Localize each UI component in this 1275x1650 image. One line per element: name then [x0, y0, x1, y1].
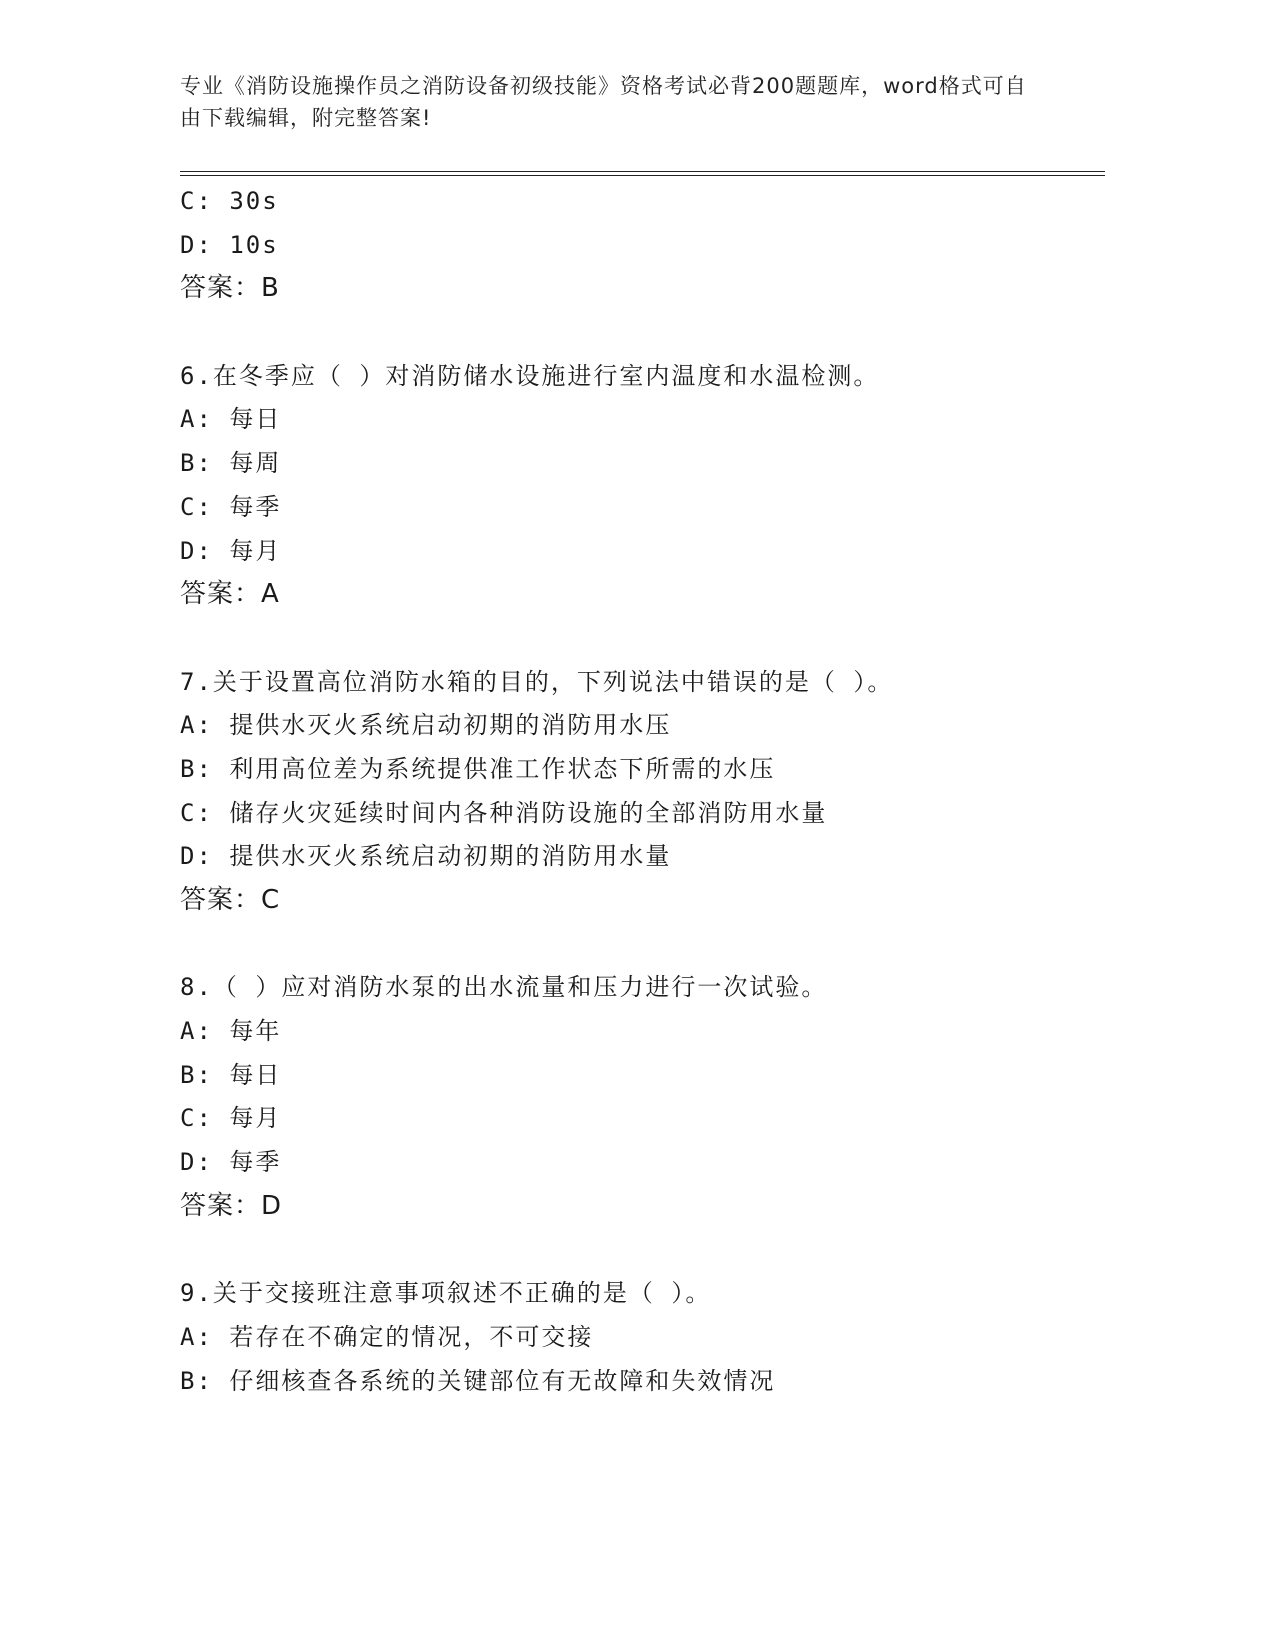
question-stem: 7.关于设置高位消防水箱的目的，下列说法中错误的是（ ）。	[180, 667, 894, 696]
option-line: C: 每季	[180, 492, 282, 521]
spacer	[180, 923, 1105, 967]
answer-line: 答案：C	[180, 885, 281, 915]
option-line: A: 每年	[180, 1017, 282, 1046]
option-line: D: 提供水灭火系统启动初期的消防用水量	[180, 842, 672, 871]
option-line: A: 每日	[180, 405, 282, 434]
option-line: B: 每周	[180, 449, 282, 478]
option-line: B: 利用高位差为系统提供准工作状态下所需的水压	[180, 754, 776, 783]
question-stem: 9.关于交接班注意事项叙述不正确的是（ ）。	[180, 1279, 712, 1308]
option-line: D: 每季	[180, 1148, 282, 1177]
option-line: A: 若存在不确定的情况，不可交接	[180, 1322, 594, 1351]
header-divider-top	[180, 171, 1105, 172]
document-header: 专业《消防设施操作员之消防设备初级技能》资格考试必背200题题库，word格式可自由下载编辑，附完整答案!	[180, 74, 1027, 130]
spacer	[180, 311, 1105, 355]
option-line: C: 每月	[180, 1104, 282, 1133]
option-line: B: 仔细核查各系统的关键部位有无故障和失效情况	[180, 1366, 776, 1395]
spacer	[180, 1229, 1105, 1273]
question-list	[180, 180, 1105, 1403]
option-line: D: 10s	[180, 230, 279, 259]
option-line: C: 30s	[180, 187, 279, 215]
option-line: D: 每月	[180, 536, 282, 565]
answer-line: 答案：D	[180, 1190, 283, 1221]
header-divider-bottom	[180, 175, 1105, 176]
answer-line: 答案：B	[180, 273, 280, 304]
option-line: A: 提供水灭火系统启动初期的消防用水压	[180, 711, 672, 740]
question-stem: 6.在冬季应（ ）对消防储水设施进行室内温度和水温检测。	[180, 361, 880, 390]
spacer	[180, 617, 1105, 661]
question-stem: 8.（ ）应对消防水泵的出水流量和压力进行一次试验。	[180, 973, 828, 1002]
option-line: C: 储存火灾延续时间内各种消防设施的全部消防用水量	[180, 798, 828, 827]
answer-line: 答案：A	[180, 579, 280, 610]
option-line: B: 每日	[180, 1060, 282, 1089]
